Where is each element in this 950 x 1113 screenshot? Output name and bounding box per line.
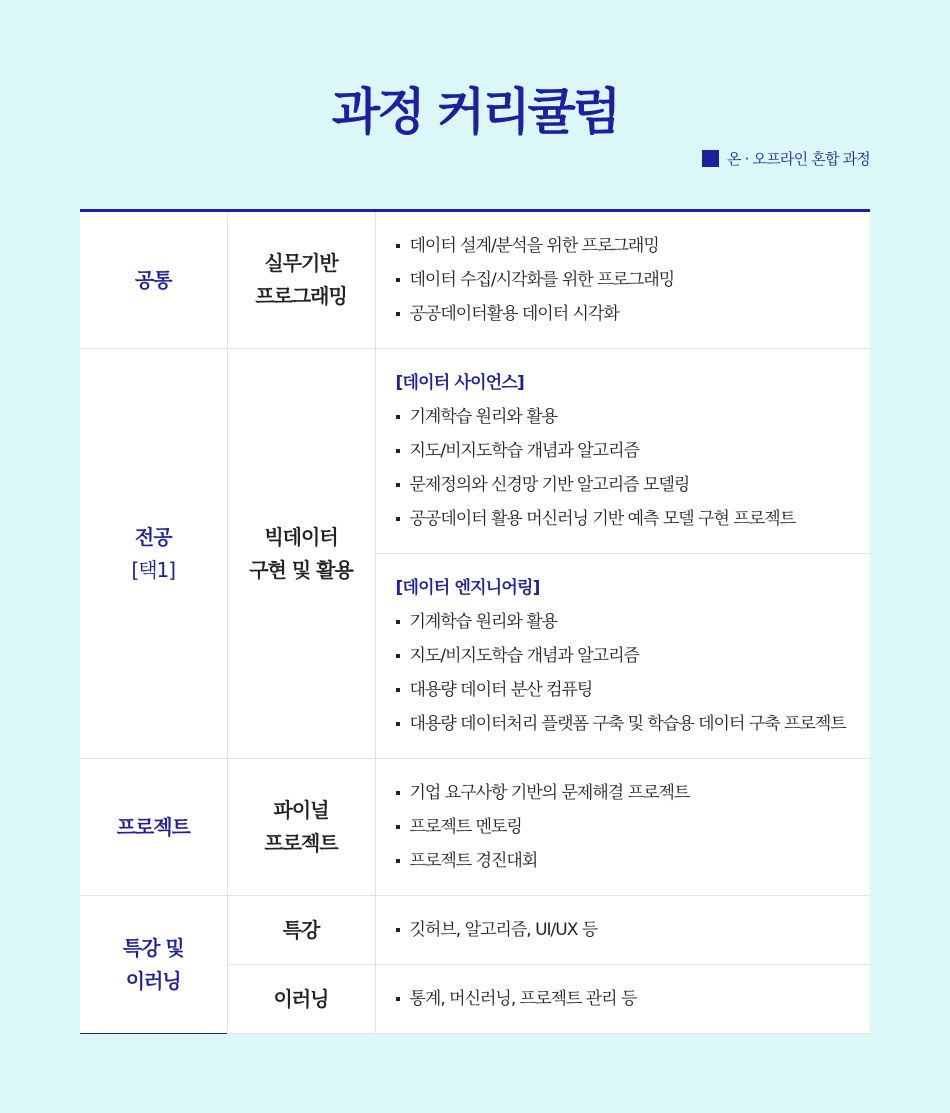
item-list — [396, 982, 863, 1016]
category-line: 이러닝 — [125, 968, 181, 993]
category-cell — [80, 896, 227, 1034]
list-item: 지도/비지도학습 개념과 알고리즘 — [396, 639, 863, 673]
content-cell — [375, 896, 870, 965]
content-cell — [375, 349, 870, 554]
list-item: 프로젝트 경진대회 — [396, 844, 863, 878]
list-item: 깃허브, 알고리즘, UI/UX 등 — [396, 913, 863, 947]
content-cell — [375, 554, 870, 759]
item-list — [396, 605, 863, 741]
subject-line: 프로젝트 — [264, 831, 338, 855]
list-item: 프로젝트 멘토링 — [396, 810, 863, 844]
table-row — [80, 896, 870, 965]
subject-label: 이러닝 — [273, 986, 329, 1011]
list-item: 공공데이터활용 데이터 시각화 — [396, 297, 863, 331]
subject-label: 특강 — [282, 917, 320, 942]
item-list — [396, 776, 863, 878]
subject-cell — [227, 965, 375, 1034]
list-item: 대용량 데이터처리 플랫폼 구축 및 학습용 데이터 구축 프로젝트 — [396, 707, 863, 741]
category-label: 전공 — [134, 524, 172, 549]
curriculum-table — [80, 209, 870, 1034]
legend-label: 온 · 오프라인 혼합 과정 — [726, 150, 870, 168]
list-item: 데이터 설계/분석을 위한 프로그래밍 — [396, 229, 863, 263]
category-cell — [80, 211, 227, 349]
list-item: 기계학습 원리와 활용 — [396, 400, 863, 434]
category-sublabel: [택1] — [131, 557, 176, 582]
list-item: 문제정의와 신경망 기반 알고리즘 모델링 — [396, 468, 863, 502]
category-label: 공통 — [134, 267, 172, 292]
track-title: [데이터 엔지니어링] — [395, 578, 540, 598]
track-title: [데이터 사이언스] — [395, 373, 524, 393]
legend-square-icon — [702, 150, 719, 167]
subject-line: 빅데이터 — [264, 524, 338, 549]
legend — [702, 148, 870, 169]
list-item: 공공데이터 활용 머신러닝 기반 예측 모델 구현 프로젝트 — [396, 502, 863, 536]
table-row — [80, 349, 870, 554]
list-item: 데이터 수집/시각화를 위한 프로그래밍 — [396, 263, 863, 297]
list-item: 지도/비지도학습 개념과 알고리즘 — [396, 434, 863, 468]
item-list — [396, 229, 863, 331]
content-cell — [375, 965, 870, 1034]
subject-cell — [227, 759, 375, 896]
list-item: 통계, 머신러닝, 프로젝트 관리 등 — [396, 982, 863, 1016]
subject-cell — [227, 896, 375, 965]
category-cell — [80, 759, 227, 896]
subject-line: 파이널 — [273, 798, 329, 822]
list-item: 기계학습 원리와 활용 — [396, 605, 863, 639]
subject-cell — [227, 211, 375, 349]
table-row — [80, 759, 870, 896]
list-item: 대용량 데이터 분산 컴퓨팅 — [396, 673, 863, 707]
content-cell — [375, 759, 870, 896]
subject-line: 프로그래밍 — [255, 284, 347, 308]
list-item: 기업 요구사항 기반의 문제해결 프로젝트 — [396, 776, 863, 810]
subject-line: 실무기반 — [264, 251, 338, 275]
item-list — [396, 400, 863, 536]
item-list — [396, 913, 863, 947]
category-label: 프로젝트 — [116, 814, 190, 839]
category-cell — [80, 349, 227, 759]
category-line: 특강 및 — [122, 935, 184, 960]
content-cell — [375, 211, 870, 349]
subject-cell — [227, 349, 375, 759]
table-row — [80, 211, 870, 349]
subject-line: 구현 및 활용 — [249, 557, 353, 582]
page-title: 과정 커리큘럼 — [331, 83, 619, 141]
